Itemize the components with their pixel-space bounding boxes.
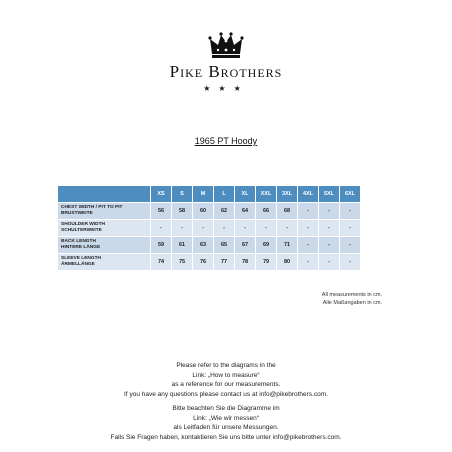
- table-cell: -: [298, 254, 318, 270]
- brand-name: Pike Brothers: [169, 62, 283, 81]
- table-cell: -: [319, 237, 339, 253]
- table-cell: 61: [172, 237, 192, 253]
- table-cell: -: [151, 220, 171, 236]
- table-cell: 80: [277, 254, 297, 270]
- table-cell: 58: [172, 203, 192, 219]
- size-header: 3XL: [277, 186, 297, 202]
- brand-logo: [0, 30, 452, 93]
- table-cell: 78: [235, 254, 255, 270]
- crown-icon: [208, 30, 244, 60]
- size-header: XL: [235, 186, 255, 202]
- table-cell: 63: [193, 237, 213, 253]
- table-cell: 74: [151, 254, 171, 270]
- table-cell: -: [172, 220, 192, 236]
- how-to-measure-link[interactable]: Link: „How to measure“: [192, 371, 260, 379]
- table-row: [58, 203, 360, 219]
- row-label: SLEEVE LENGTH ÄRMELLÄNGE: [58, 254, 150, 270]
- table-cell: 60: [193, 203, 213, 219]
- size-header: XXL: [256, 186, 276, 202]
- stars-decoration: ★★★: [203, 84, 249, 93]
- size-header: M: [193, 186, 213, 202]
- size-header: 5XL: [319, 186, 339, 202]
- table-cell: 66: [256, 203, 276, 219]
- table-cell: 79: [256, 254, 276, 270]
- german-instructions: Bitte beachten Sie die Diagramme im Link: „Wie wir messen“ als Leitfaden für unsere Messungen. Falls Sie Fragen haben, kontaktieren Sie uns bitte unter info@pikebrothers.com.: [0, 404, 452, 442]
- row-label: SHOULDER WIDTH SCHULTERWEITE: [58, 220, 150, 236]
- table-cell: -: [214, 220, 234, 236]
- row-label: CHEST WIDTH / PIT TO PIT BRUSTWEITE: [58, 203, 150, 219]
- table-cell: 56: [151, 203, 171, 219]
- table-cell: -: [340, 237, 360, 253]
- table-cell: -: [277, 220, 297, 236]
- size-header: 6XL: [340, 186, 360, 202]
- table-row: [58, 254, 360, 270]
- table-cell: -: [319, 220, 339, 236]
- table-cell: 59: [151, 237, 171, 253]
- table-cell: -: [298, 220, 318, 236]
- table-cell: -: [319, 254, 339, 270]
- size-header-row: [58, 186, 360, 202]
- table-cell: 71: [277, 237, 297, 253]
- size-header: S: [172, 186, 192, 202]
- table-row: [58, 220, 360, 236]
- table-cell: 77: [214, 254, 234, 270]
- size-header: L: [214, 186, 234, 202]
- table-cell: 76: [193, 254, 213, 270]
- table-cell: -: [298, 203, 318, 219]
- table-cell: 68: [277, 203, 297, 219]
- size-header: 4XL: [298, 186, 318, 202]
- table-cell: -: [298, 237, 318, 253]
- header-corner: [58, 186, 150, 202]
- table-cell: 75: [172, 254, 192, 270]
- wie-wir-messen-link[interactable]: Link: „Wie wir messen“: [193, 414, 259, 422]
- table-cell: 69: [256, 237, 276, 253]
- row-label: BACK LENGTH HINTERE LÄNGE: [58, 237, 150, 253]
- table-cell: -: [193, 220, 213, 236]
- table-cell: -: [340, 220, 360, 236]
- english-instructions: Please refer to the diagrams in the Link: „How to measure“ as a reference for our measurements. If you have any questions please contact us at info@pikebrothers.com.: [0, 361, 452, 399]
- table-cell: 65: [214, 237, 234, 253]
- table-row: [58, 237, 360, 253]
- table-cell: 67: [235, 237, 255, 253]
- measurement-note-en: All measurements in cm.: [321, 292, 382, 298]
- table-cell: -: [340, 254, 360, 270]
- page-title: 1965 PT Hoody: [194, 136, 258, 146]
- measurement-note-de: Alle Maßangaben in cm.: [322, 300, 382, 306]
- table-cell: -: [319, 203, 339, 219]
- table-cell: -: [340, 203, 360, 219]
- table-cell: 62: [214, 203, 234, 219]
- size-table: [57, 185, 361, 271]
- size-header: XS: [151, 186, 171, 202]
- table-cell: -: [256, 220, 276, 236]
- table-cell: 64: [235, 203, 255, 219]
- table-cell: -: [235, 220, 255, 236]
